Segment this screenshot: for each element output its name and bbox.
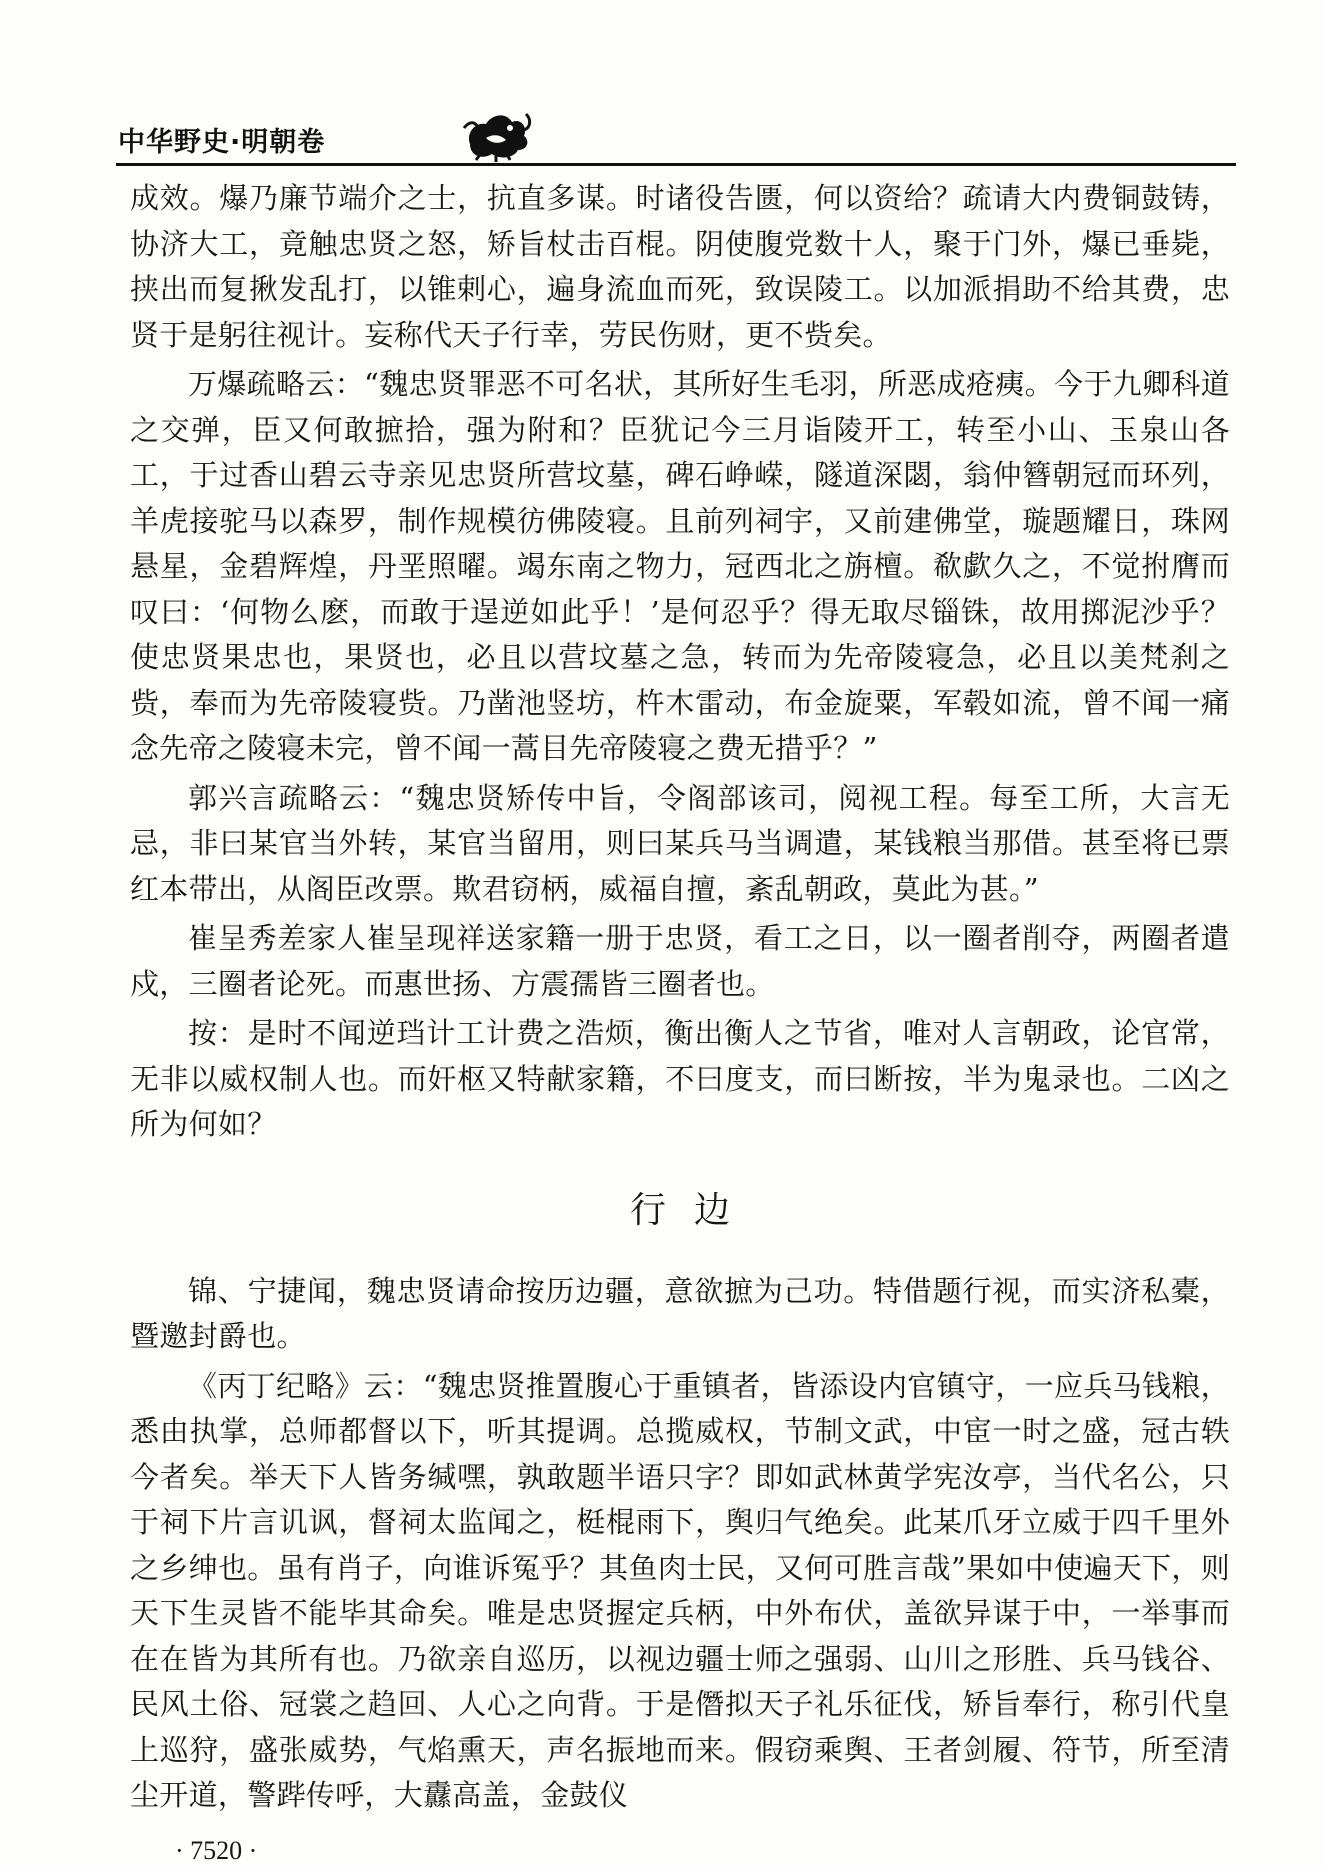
paragraph: 郭兴言疏略云：“魏忠贤矫传中旨，令阁部该司，阅视工程。每至工所，大言无忌，非曰某官当外转，某官当留用，则曰某兵马当调遣，某钱粮当那借。甚至将已票红本带出，从阁臣改票。欺君窃柄，威福自擅，紊乱朝政，莫此为甚。” xyxy=(130,780,1230,906)
paragraph: 成效。爆乃廉节端介之士，抗直多谋。时诸役告匮，何以资给？疏请大内费铜鼓铸，协济大工，竟触忠贤之怒，矫旨杖击百棍。阴使腹党数十人，聚于门外，爆已垂毙，挟出而复揪发乱打，以锥剌心，遍身流血而死，致误陵工。以加派捐助不给其费，忠贤于是躬往视计。妄称代天子行幸，劳民伤财，更不赀矣。 xyxy=(130,181,1230,352)
dragon-emblem-icon xyxy=(456,100,536,164)
paragraph: 按：是时不闻逆珰计工计费之浩烦，衡出衡人之节省，唯对人言朝政，论官常，无非以威权制人也。而奸枢又特献家籍，不曰度支，而曰断按，半为鬼录也。二凶之所为何如？ xyxy=(130,1016,1230,1141)
paragraph: 《丙丁纪略》云：“魏忠贤推置腹心于重镇者，皆添设内官镇守，一应兵马钱粮，悉由执掌，总师都督以下，听其提调。总揽威权，节制文武，中宦一时之盛，冠古轶今者矣。举天下人皆务缄嘿，孰敢题半语只字？即如武林黄学宪汝亭，当代名公，只于祠下片言讥讽，督祠太监闻之，梃棍雨下，舆归气绝矣。此某爪牙立威于四千里外之乡绅也。虽有肖子，向谁诉冤乎？其鱼肉士民，又何可胜言哉”果如中使遍天下，则天下生灵皆不能毕其命矣。唯是忠贤握定兵柄，中外布伏，盖欲异谋于中，一举事而在在皆为其所有也。乃欲亲自巡历，以视边疆士师之强弱、山川之形胜、兵马钱谷、民风土俗、冠裳之趋回、人心之向背。于是僭拟天子礼乐征伐，矫旨奉行，称引代皇上巡狩，盛张威势，气焰熏天，声名振地而来。假窃乘舆、王者剑履、符节，所至清尘开道，警跸传呼，大纛高盖，金鼓仪 xyxy=(130,1368,1230,1812)
paragraph: 锦、宁捷闻，魏忠贤请命按历边疆，意欲摭为己功。特借题行视，而实济私橐，暨邀封爵也。 xyxy=(130,1273,1230,1353)
section-title: 行边 xyxy=(629,1189,758,1231)
body-text xyxy=(130,176,1230,1819)
paragraph: 崔呈秀差家人崔呈现祥送家籍一册于忠贤，看工之日，以一圈者削夺，两圈者遣戍，三圈者论死。而惠世扬、方震孺皆三圈者也。 xyxy=(130,921,1230,1001)
paragraph: 万爆疏略云：“魏忠贤罪恶不可名状，其所好生毛羽，所恶成疮痍。今于九卿科道之交弹，臣又何敢摭拾，强为附和？臣犹记今三月诣陵开工，转至小山、玉泉山各工，于过香山碧云寺亲见忠贤所营坟墓，碑石峥嵘，隧道深閟，翁仲簪朝冠而环列，羊虎接驼马以森罗，制作规模彷佛陵寝。且前列祠宇，又前建佛堂，璇题耀日，珠网悬星，金碧辉煌，丹垩照曜。竭东南之物力，冠西北之旃檀。欷歔久之，不觉拊膺而叹曰：‘何物么麽，而敢于逞逆如此乎！’是何忍乎？得无取尽锱铢，故用掷泥沙乎？使忠贤果忠也，果贤也，必且以营坟墓之急，转而为先帝陵寝急，必且以美梵刹之赀，奉而为先帝陵寝赀。乃凿池竖坊，杵木雷动，布金旋粟，军毂如流，曾不闻一痛念先帝之陵寝未完，曾不闻一蒿目先帝陵寝之费无措乎？” xyxy=(130,367,1230,765)
running-head: 中华野史·明朝卷 xyxy=(118,127,326,158)
header-rule xyxy=(116,163,1236,166)
page-number: · 7520 · xyxy=(175,1836,258,1865)
